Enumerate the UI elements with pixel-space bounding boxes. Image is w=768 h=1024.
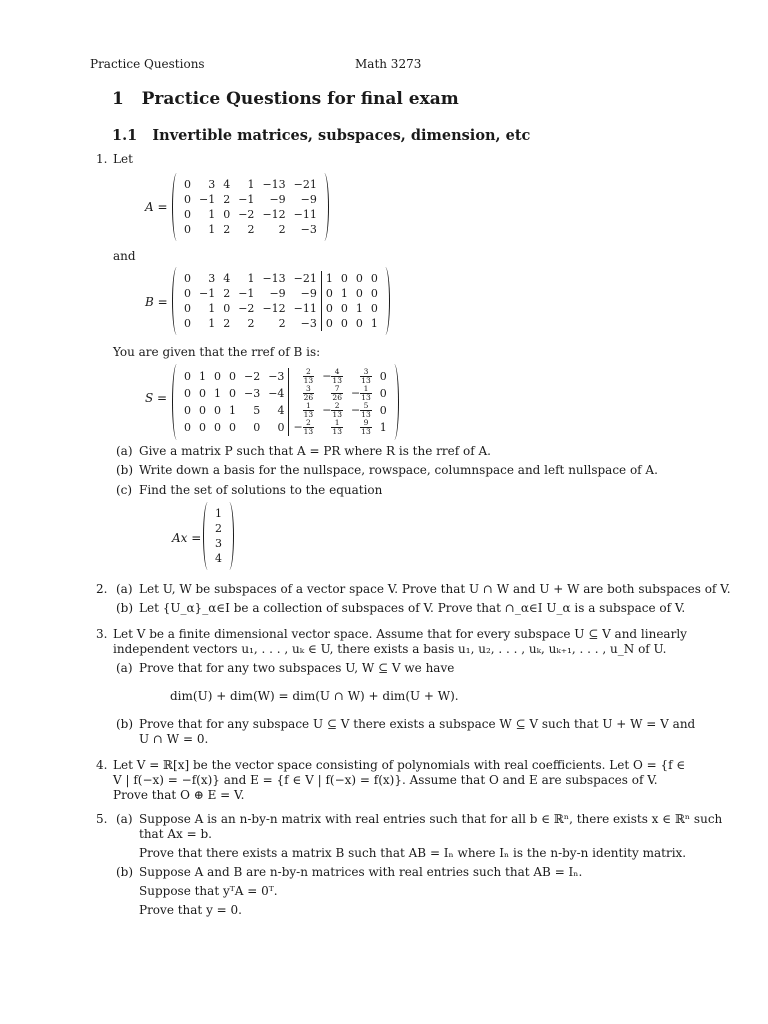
q3b-label: (b) (116, 717, 134, 731)
matrix-s (180, 368, 391, 436)
matrix-a-entry: 0 (184, 178, 191, 191)
running-header-left: Practice Questions (90, 57, 205, 71)
matrix-a-row (180, 207, 321, 222)
q5b-label: (b) (116, 865, 134, 879)
q3-number: 3. (96, 627, 108, 641)
matrix-s-entry: 0 (229, 370, 236, 383)
matrix-a-entry: −1 (238, 193, 255, 206)
section-heading (112, 89, 459, 109)
q1c-text: Find the set of solutions to the equation (139, 483, 383, 497)
matrix-s-entry: −3 (244, 387, 261, 400)
q5b-line1: Suppose A and B are n-by-n matrices with real entries such that AB = Iₙ. (139, 865, 583, 879)
matrix-s-entry: −2 (244, 370, 261, 383)
matrix-s-entry: − $\frac{2}{13}$ (293, 418, 314, 436)
matrix-s-label: S = (145, 391, 168, 405)
matrix-a-entry: −13 (262, 178, 286, 191)
fraction: $\frac{5}{13}$ (361, 401, 371, 419)
matrix-b-entry: −9 (290, 286, 322, 301)
matrix-a-entry: −2 (238, 208, 255, 221)
fraction: $\frac{9}{13}$ (361, 418, 371, 436)
matrix-a-entry: −9 (300, 193, 317, 206)
matrix-a-entry: −12 (262, 208, 286, 221)
matrix-s-entry (289, 385, 318, 402)
matrix-a-row (180, 177, 321, 192)
matrix-s-entry: 1 (229, 404, 236, 417)
matrix-a-entry: 2 (278, 223, 286, 236)
matrix-b-entry: −2 (238, 302, 255, 315)
q5a-line3: Prove that there exists a matrix B such that AB = Iₙ where Iₙ is the n-by-n identity matrix. (139, 846, 687, 860)
matrix-b-entry: 0 (340, 302, 348, 315)
section-title: Practice Questions for final exam (141, 89, 459, 109)
matrix-s-entry (289, 368, 318, 385)
matrix-b-entry: 1 (340, 287, 348, 300)
matrix-b-entry: 0 (325, 317, 333, 330)
matrix-s-entry: 0 (229, 387, 236, 400)
matrix-s-entry: − $\frac{1}{13}$ (350, 384, 371, 402)
rref-intro: You are given that the rref of B is: (113, 345, 321, 359)
matrix-s-entry: 0 (199, 387, 206, 400)
matrix-b-entry: −9 (269, 287, 286, 300)
vector-row (211, 551, 226, 566)
matrix-b-entry: 1 (325, 272, 333, 285)
matrix-s-entry (347, 368, 376, 385)
matrix-s-entry: 0 (253, 421, 261, 434)
matrix-s-entry: − $\frac{2}{13}$ (322, 401, 342, 419)
matrix-s-row (180, 419, 391, 436)
q2a-label: (a) (116, 582, 133, 596)
vector-entry: 3 (215, 537, 222, 550)
matrix-a-entry: −3 (300, 223, 317, 236)
q4-number: 4. (96, 758, 108, 772)
matrix-a-entry: 1 (208, 208, 216, 221)
q3b-line1: Prove that for any subspace U ⊆ V there exists a subspace W ⊆ V such that U + W = V and (139, 717, 696, 731)
matrix-b-entry: 0 (184, 302, 191, 315)
q1-intro: Let (113, 152, 133, 166)
q1a-label: (a) (116, 444, 133, 458)
fraction: $\frac{1}{13}$ (361, 384, 371, 402)
matrix-b-label: B = (145, 295, 168, 309)
matrix-b-entry: −21 (290, 271, 322, 286)
matrix-s-entry: 0 (379, 404, 387, 417)
matrix-b-entry: 1 (208, 302, 216, 315)
vector-entry: 4 (215, 552, 222, 565)
matrix-a-entry: 2 (223, 223, 231, 236)
matrix-s-entry: 0 (184, 370, 191, 383)
matrix-s-entry: 0 (214, 404, 221, 417)
subsection-number: 1.1 (112, 127, 138, 144)
matrix-b-entry: 1 (208, 317, 216, 330)
fraction: $\frac{2}{13}$ (332, 401, 342, 419)
matrix-b-row (180, 271, 382, 286)
matrix-a-entry: 0 (184, 208, 191, 221)
matrix-a-row (180, 192, 321, 207)
matrix-s-entry (289, 402, 318, 419)
q3-line2: independent vectors u₁, . . . , uₖ ∈ U, there exists a basis u₁, u₂, . . . , uₖ, uₖ₊₁, . . . , u_N of U. (113, 642, 667, 656)
matrix-s-entry: 4 (264, 402, 289, 419)
matrix-b-entry: 1 (355, 302, 363, 315)
matrix-a-entry: 2 (247, 223, 255, 236)
matrix-s-row (180, 402, 391, 419)
matrix-b-entry: 1 (370, 317, 378, 330)
running-header-right: Math 3273 (355, 57, 422, 71)
matrix-b-entry: 0 (370, 272, 378, 285)
q5a-line2: that Ax = b. (139, 827, 212, 841)
q3a-label: (a) (116, 661, 133, 675)
q5a-line1: Suppose A is an n-by-n matrix with real entries such that for all b ∈ ℝⁿ, there exists x ∈ ℝⁿ such (139, 812, 723, 826)
vector-rhs (211, 506, 226, 566)
matrix-b-entry: 0 (355, 317, 363, 330)
matrix-a-entry: −9 (269, 193, 286, 206)
section-number: 1 (112, 89, 124, 109)
vector-entry: 1 (215, 507, 222, 520)
vector-row (211, 506, 226, 521)
q2-number: 2. (96, 582, 108, 596)
matrix-b-entry: 2 (247, 317, 255, 330)
matrix-s-entry: 0 (199, 404, 206, 417)
vector-entry: 2 (215, 522, 222, 535)
matrix-b-entry: 4 (223, 272, 231, 285)
matrix-s-entry: −3 (264, 368, 289, 385)
matrix-s-entry: 0 (214, 421, 221, 434)
q2b-text: Let {U_α}_α∈I be a collection of subspaces of V. Prove that ∩_α∈I U_α is a subspace of V. (139, 601, 686, 615)
matrix-b-row (180, 286, 382, 301)
matrix-s-entry (347, 419, 376, 436)
matrix-s-entry (318, 385, 347, 402)
matrix-s-entry: 5 (253, 404, 261, 417)
matrix-b-entry: 0 (370, 302, 378, 315)
q1c-label: (c) (116, 483, 133, 497)
matrix-s-entry: 0 (379, 370, 387, 383)
matrix-b-entry: −11 (290, 301, 322, 316)
fraction: $\frac{3}{26}$ (303, 384, 314, 402)
matrix-a-entry: −21 (293, 178, 317, 191)
matrix-b-entry: −3 (290, 316, 322, 331)
q4-line1: Let V = ℝ[x] be the vector space consisting of polynomials with real coefficients. Let O = {f ∈ (113, 758, 686, 772)
matrix-b (180, 271, 382, 331)
q1-number: 1. (96, 152, 108, 166)
matrix-s-entry: 0 (199, 421, 206, 434)
vector-row (211, 521, 226, 536)
matrix-b-entry: 3 (208, 272, 216, 285)
subsection-title: Invertible matrices, subspaces, dimension, etc (152, 127, 531, 144)
matrix-a-entry: −11 (293, 208, 317, 221)
q3-line1: Let V be a finite dimensional vector space. Assume that for every subspace U ⊆ V and linearly (113, 627, 687, 641)
vector-row (211, 536, 226, 551)
subsection-heading (112, 127, 530, 144)
fraction: $\frac{1}{13}$ (332, 418, 342, 436)
matrix-s-entry: 0 (264, 419, 289, 436)
matrix-s-entry: 0 (229, 421, 236, 434)
matrix-s-entry: −4 (264, 385, 289, 402)
matrix-b-entry: 0 (223, 302, 231, 315)
matrix-b-entry: −12 (262, 302, 286, 315)
matrix-a-entry: 1 (208, 223, 216, 236)
q2a-text: Let U, W be subspaces of a vector space V. Prove that U ∩ W and U + W are both subspaces of V. (139, 582, 731, 596)
q1a-text: Give a matrix P such that A = PR where R is the rref of A. (139, 444, 491, 458)
matrix-s-row (180, 368, 391, 385)
matrix-s-entry: 0 (214, 370, 221, 383)
q5b-line3: Prove that y = 0. (139, 903, 242, 917)
q3a-text: Prove that for any two subspaces U, W ⊆ V we have (139, 661, 455, 675)
matrix-a-entry: 3 (208, 178, 216, 191)
matrix-b-entry: −13 (262, 272, 286, 285)
matrix-b-entry: −1 (238, 287, 255, 300)
matrix-s-entry: 1 (199, 370, 206, 383)
matrix-a-entry: 0 (184, 223, 191, 236)
matrix-a (180, 177, 321, 237)
matrix-b-entry: 0 (370, 287, 378, 300)
matrix-a-row (180, 222, 321, 237)
matrix-b-entry: 0 (340, 272, 348, 285)
fraction: $\frac{1}{13}$ (303, 401, 314, 419)
q5-number: 5. (96, 812, 108, 826)
matrix-a-entry: 4 (223, 178, 231, 191)
matrix-b-entry: 2 (278, 317, 286, 330)
q1b-text: Write down a basis for the nullspace, rowspace, columnspace and left nullspace of A. (139, 463, 658, 477)
fraction: $\frac{7}{26}$ (332, 384, 342, 402)
matrix-a-entry: −1 (199, 193, 216, 206)
matrix-b-row (180, 316, 382, 331)
fraction: $\frac{4}{13}$ (332, 367, 342, 385)
matrix-s-entry: − $\frac{5}{13}$ (350, 401, 371, 419)
q4-line3: Prove that O ⊕ E = V. (113, 788, 245, 802)
q2b-label: (b) (116, 601, 134, 615)
q3b-line2: U ∩ W = 0. (139, 732, 209, 746)
fraction: $\frac{2}{13}$ (303, 367, 314, 385)
matrix-b-entry: −1 (199, 287, 216, 300)
matrix-b-entry: 0 (340, 317, 348, 330)
matrix-b-entry: 1 (247, 272, 255, 285)
dimension-formula: dim(U) + dim(W) = dim(U ∩ W) + dim(U + W). (170, 689, 459, 703)
q5a-label: (a) (116, 812, 133, 826)
matrix-b-entry: 0 (355, 287, 363, 300)
matrix-s-entry (318, 419, 347, 436)
matrix-b-entry: 0 (355, 272, 363, 285)
matrix-s-entry: 1 (214, 387, 221, 400)
q4-line2: V | f(−x) = −f(x)} and E = {f ∈ V | f(−x) = f(x)}. Assume that O and E are subspaces of V. (113, 773, 658, 787)
matrix-s-entry: 0 (184, 387, 191, 400)
matrix-b-row (180, 301, 382, 316)
and-text: and (113, 249, 136, 263)
q1b-label: (b) (116, 463, 134, 477)
matrix-b-entry: 0 (184, 287, 191, 300)
matrix-b-entry: 0 (325, 302, 333, 315)
matrix-s-entry: 0 (184, 404, 191, 417)
matrix-s-entry: 1 (379, 421, 387, 434)
matrix-s-entry: 0 (184, 421, 191, 434)
fraction: $\frac{2}{13}$ (303, 418, 314, 436)
matrix-b-entry: 0 (184, 317, 191, 330)
matrix-a-entry: 2 (223, 193, 231, 206)
matrix-a-entry: 1 (247, 178, 255, 191)
matrix-s-entry: − $\frac{4}{13}$ (322, 367, 342, 385)
matrix-s-entry: 0 (379, 387, 387, 400)
matrix-b-entry: 0 (325, 287, 333, 300)
matrix-b-entry: 2 (223, 287, 231, 300)
fraction: $\frac{3}{13}$ (361, 367, 371, 385)
matrix-s-row (180, 385, 391, 402)
matrix-b-entry: 2 (223, 317, 231, 330)
matrix-a-entry: 0 (223, 208, 231, 221)
matrix-a-label: A = (145, 200, 168, 214)
q5b-line2: Suppose that yᵀA = 0ᵀ. (139, 884, 278, 898)
matrix-b-entry: 0 (184, 272, 191, 285)
equation-label: Ax = (172, 531, 202, 545)
matrix-a-entry: 0 (184, 193, 191, 206)
